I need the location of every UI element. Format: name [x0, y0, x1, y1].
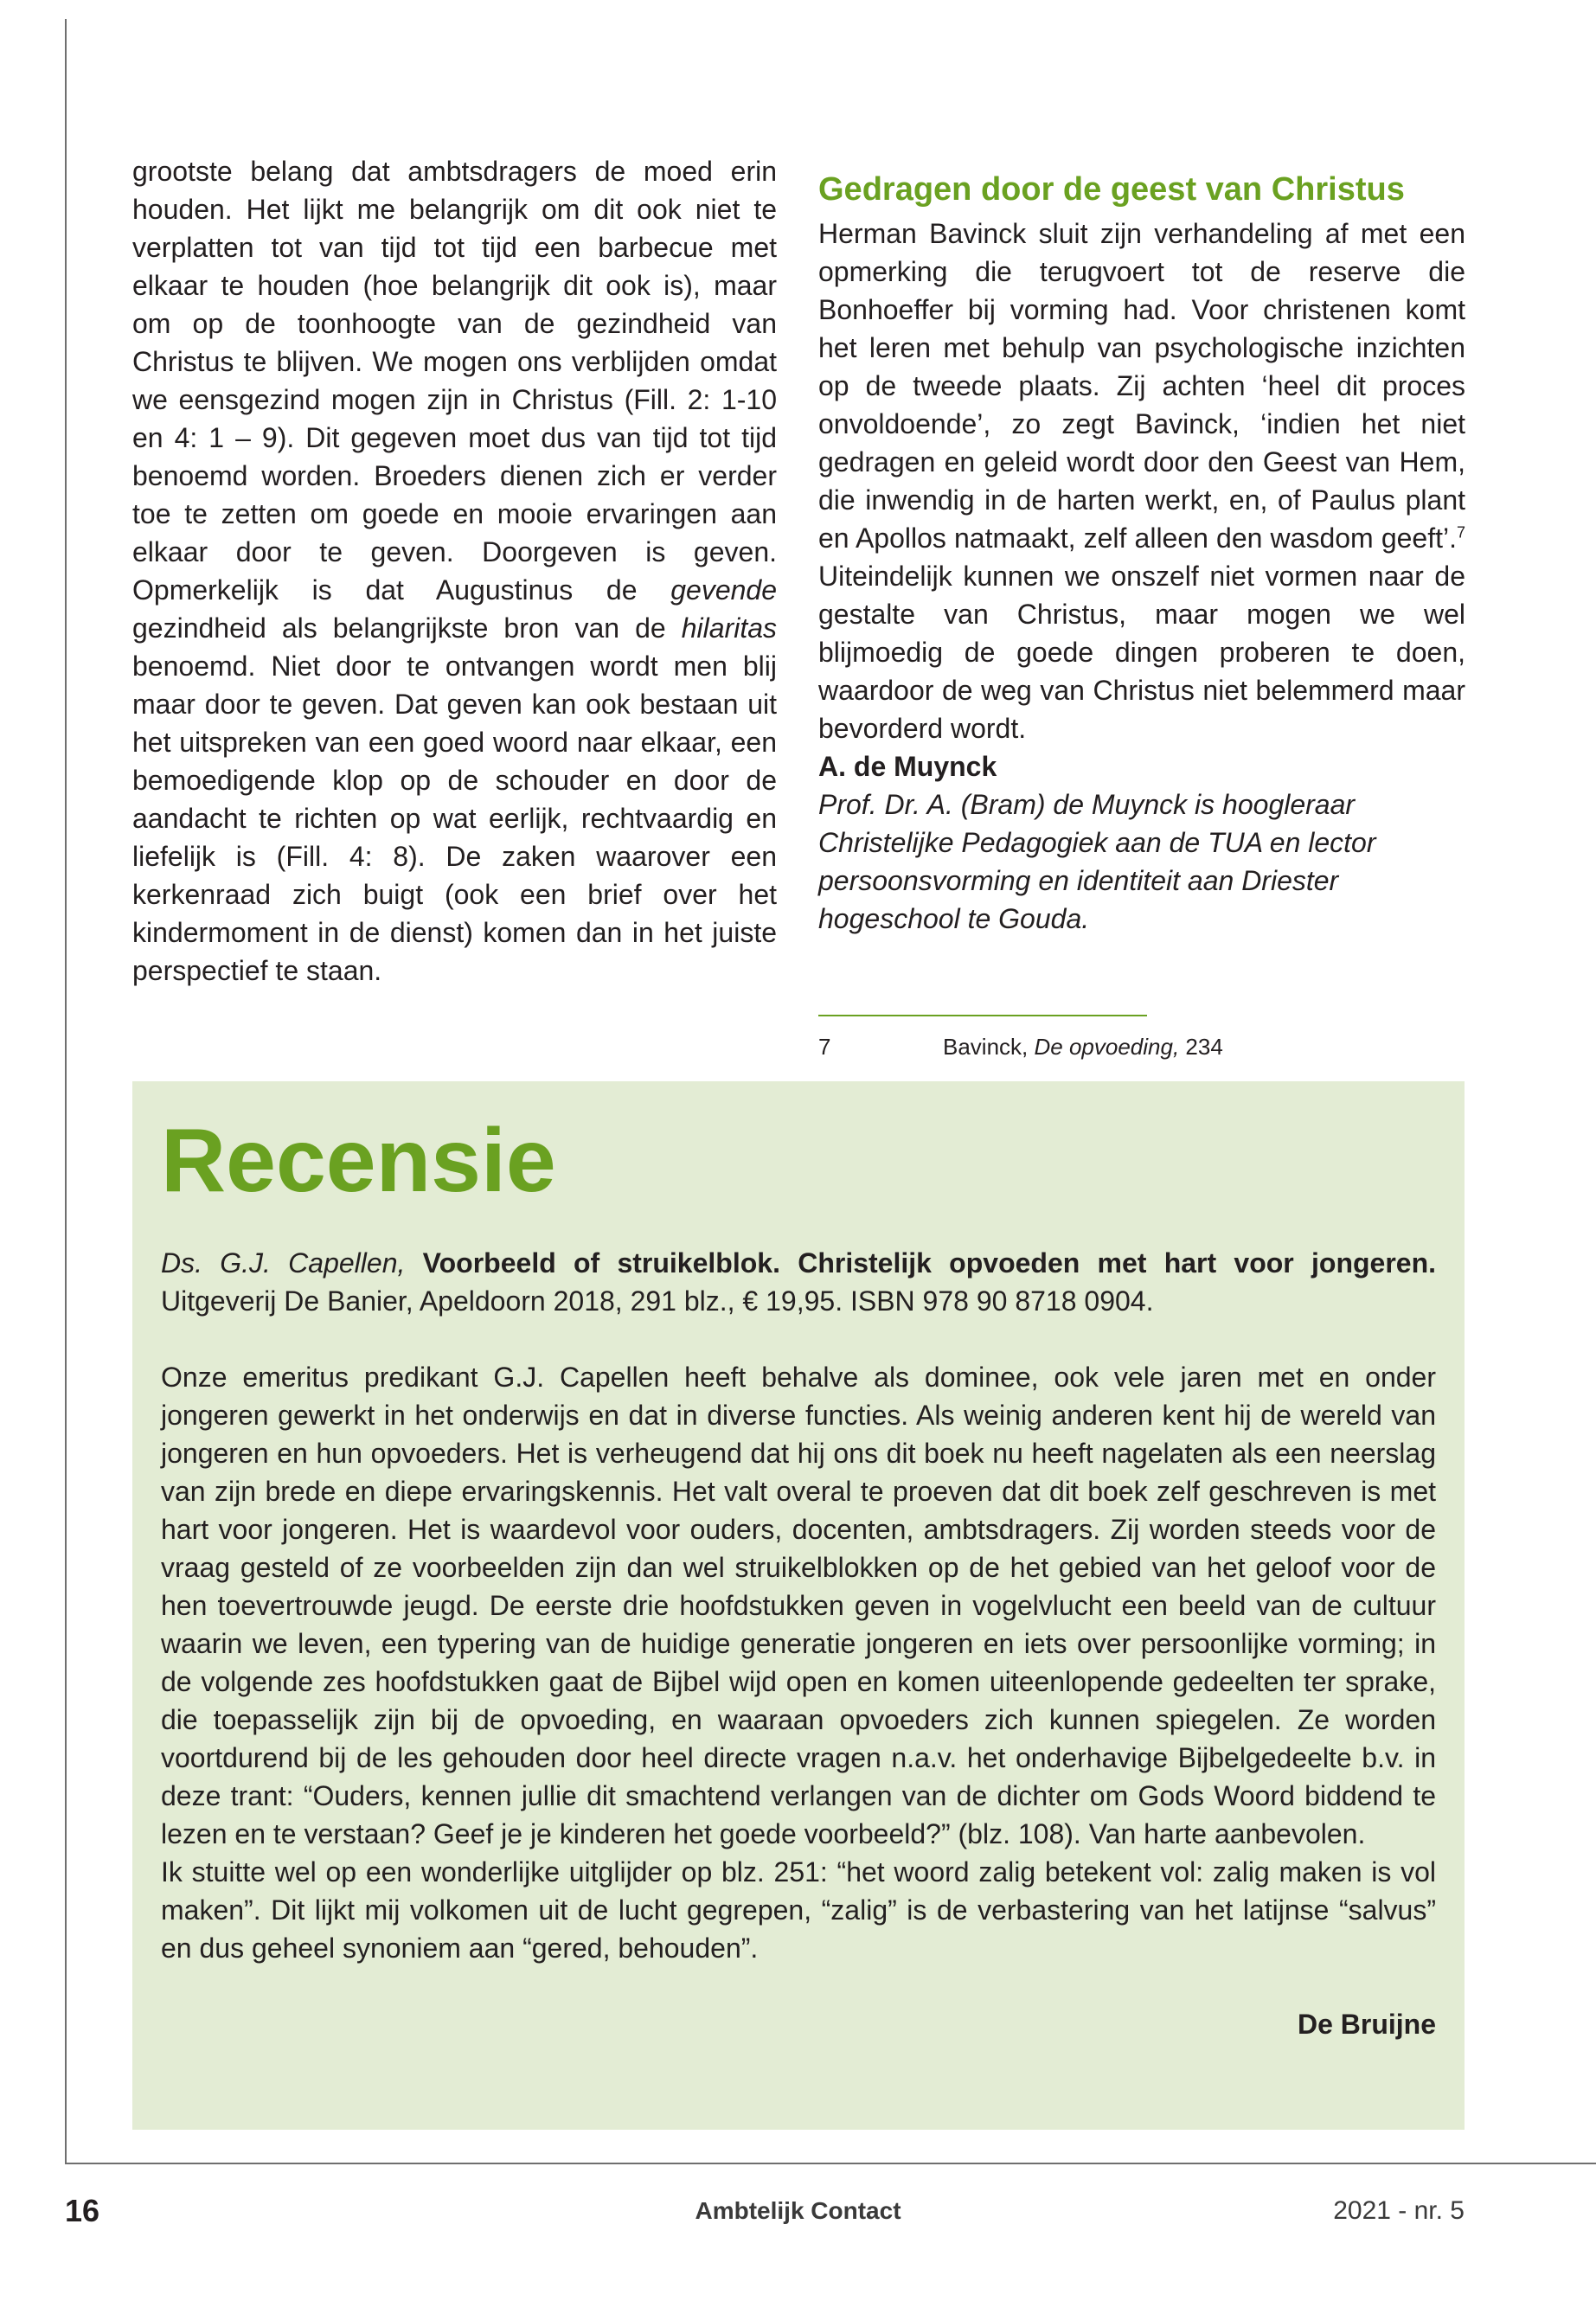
italic-word: gevende — [670, 574, 777, 606]
text-run: Herman Bavinck sluit zijn verhandeling af met een opmerking die terugvoert tot de reserve die Bonhoeffer bij vorming had. Voor christenen komt het leren met behulp van psychologische inzichten op de tweede plaats. Zij achten ‘heel dit proces onvoldoende’, zo zegt Bavinck, ‘indien het niet gedragen en geleid wordt door den Geest van Hem, die inwendig in de harten werkt, en, of Paulus plant en Apollos natmaakt, zelf alleen den wasdom geeft’. — [818, 218, 1465, 554]
review-author: De Bruijne — [1297, 2009, 1436, 2040]
left-margin-rule — [65, 19, 67, 2163]
article-author: A. de Muynck — [818, 751, 997, 782]
text-run: Uiteindelijk kunnen we onszelf niet vormen naar de gestalte van Christus, maar mogen we wel blijmoedig de goede dingen proberen te doen, waardoor de weg van Christus niet belemmerd maar bevorderd wordt. — [818, 561, 1465, 744]
right-column-paragraph — [818, 215, 1465, 747]
review-paragraph-1: Onze emeritus predikant G.J. Capellen heeft behalve als dominee, ook vele jaren met en onder jongeren gewerkt in het onderwijs en dat in diverse functies. Als weinig anderen kent hij de wereld van jongeren en hun opvoeders. Het is verheugend dat hij ons dit boek nu heeft nagelaten als een neerslag van zijn brede en diepe ervaringskennis. Het valt overal te proeven dat dit boek zelf geschreven is met hart voor jongeren. Het is waardevol voor ouders, docenten, ambtsdragers. Zij worden steeds voor de vraag gesteld of ze voorbeelden zijn dan wel struikelblokken op de het gebied van het geloof voor de hen toevertrouwde jeugd. De eerste drie hoofdstukken geven in vogelvlucht een beeld van de cultuur waarin we leven, een typering van de huidige generatie jongeren en iets over persoonlijke vorming; in de volgende zes hoofdstukken gaat de Bijbel wijd open en komen uiteenlopende gedeelten ter sprake, die toepasselijk zijn bij de opvoeding, en waaraan opvoeders zich kunnen spiegelen. Ze worden voortdurend bij de les gehouden door heel directe vragen n.a.v. het onderhavige Bijbelgedeelte b.v. in deze trant: “Ouders, kennen jullie dit smachtend verlangen van de dichter om Gods Woord biddend te lezen en te verstaan? Geef je je kinderen het goede voorbeeld?” (blz. 108). Van harte aanbevolen. — [161, 1362, 1436, 1849]
review-citation — [161, 1244, 1436, 1320]
page-number: 16 — [65, 2193, 100, 2228]
footnote-number: 7 — [818, 1034, 831, 1060]
footnote-page: 234 — [1179, 1034, 1223, 1060]
review-title: Recensie — [161, 1111, 556, 1211]
footnote-reference[interactable]: 7 — [1456, 523, 1465, 542]
section-heading: Gedragen door de geest van Christus — [818, 171, 1405, 208]
author-bio: Prof. Dr. A. (Bram) de Muynck is hoogleraar Christelijke Pedagogiek aan de TUA en lector persoonsvorming en identiteit aan Driester hogeschool te Gouda. — [818, 789, 1376, 934]
citation-book-title: Voorbeeld of struikelblok. Christelijk opvoeden met hart voor jongeren. — [422, 1247, 1437, 1279]
magazine-name: Ambtelijk Contact — [695, 2197, 901, 2224]
citation-author: Ds. G.J. Capellen, — [161, 1247, 406, 1279]
footnote-divider — [818, 1015, 1147, 1016]
review-paragraph-2: Ik stuitte wel op een wonderlijke uitglijder op blz. 251: “het woord zalig betekent vol: zalig maken is vol maken”. Dit lijkt mij volkomen uit de lucht gegrepen, “zalig” is de verbastering van het latijnse “salvus” en dus geheel synoniem aan “gered, behouden”. — [161, 1856, 1436, 1964]
review-box — [132, 1081, 1465, 2130]
footer-rule — [65, 2163, 1596, 2164]
left-column-paragraph — [132, 152, 777, 990]
text-run: grootste belang dat ambtsdragers de moed erin houden. Het lijkt me belangrijk om dit ook niet te verplatten tot van tijd tot tijd een barbecue met elkaar te houden (hoe belangrijk dit ook is), maar om op de toonhoogte van de gezindheid van Christus te blijven. We mogen ons verblijden omdat we eensgezind mogen zijn in Christus (Fill. 2: 1-10 en 4: 1 – 9). Dit gegeven moet dus van tijd tot tijd benoemd worden. Broeders dienen zich er verder toe te zetten om goede en mooie ervaringen aan elkaar door te geven. Doorgeven is geven. Opmerkelijk is dat Augustinus de — [132, 156, 777, 606]
right-column — [818, 170, 1465, 938]
text-run: gezindheid als belangrijkste bron van de — [132, 612, 682, 644]
issue-number: 2021 - nr. 5 — [1333, 2196, 1465, 2225]
footnote-text: Bavinck, — [943, 1034, 1035, 1060]
footnote — [818, 1032, 1223, 1061]
citation-details: Uitgeverij De Banier, Apeldoorn 2018, 291 blz., € 19,95. ISBN 978 90 8718 0904. — [161, 1285, 1154, 1317]
italic-word: hilaritas — [681, 612, 777, 644]
left-column — [132, 152, 777, 990]
footnote-title: De opvoeding, — [1034, 1034, 1180, 1060]
text-run: benoemd. Niet door te ontvangen wordt men blij maar door te geven. Dat geven kan ook bestaan uit het uitspreken van een goed woord naar elkaar, een bemoedigende klop op de schouder en door de aandacht te richten op wat eerlijk, rechtvaardig en liefelijk is (Fill. 4: 8). De zaken waarover een kerkenraad zich buigt (ook een brief over het kindermoment in de dienst) komen dan in het juiste perspectief te staan. — [132, 651, 777, 986]
